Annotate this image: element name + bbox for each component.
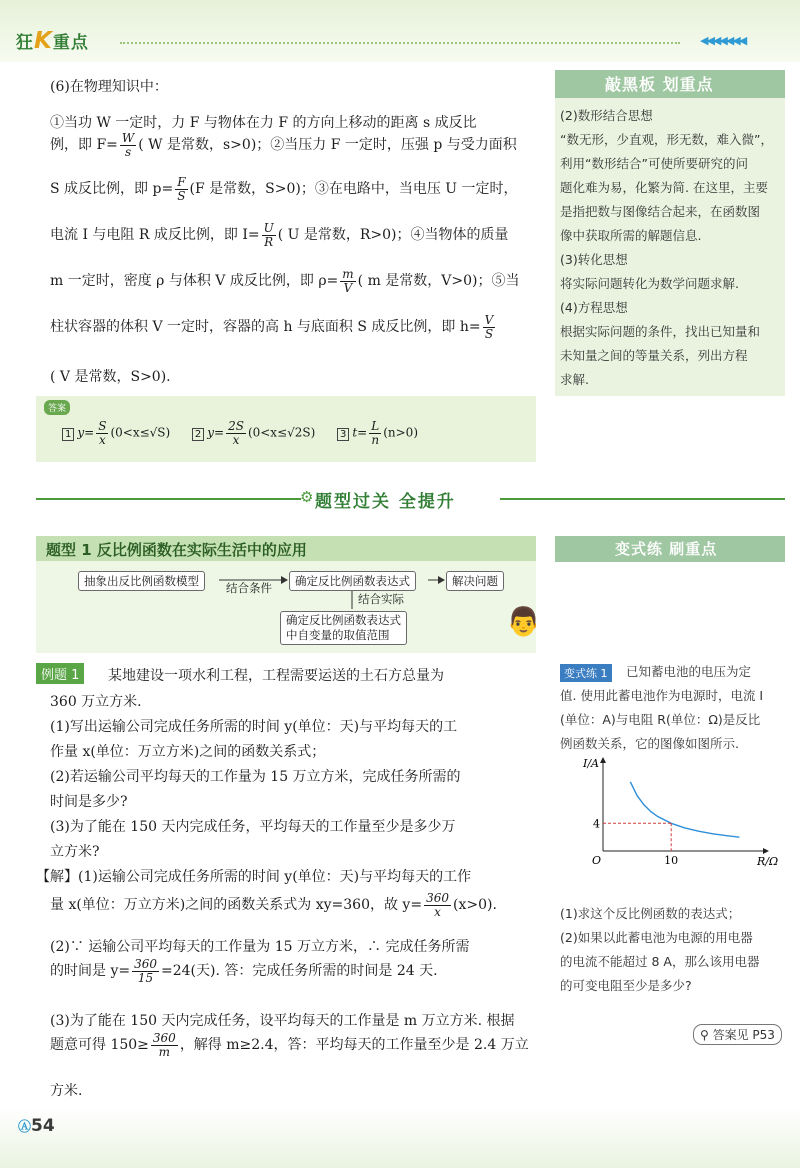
text-part: (0<x≤√S) [110,425,171,440]
fraction-numerator: L [371,419,380,433]
text-part: 例，即 F= [50,137,118,154]
page-logo-icon: Ⓐ [18,1120,32,1135]
fraction-denominator: s [124,144,132,159]
flow-edge-condition: 结合条件 [226,581,272,595]
sidebar-note-line: (2)数形结合思想 [560,108,653,123]
solution-line-2 [50,892,497,918]
sidebar-note-line: 将实际问题转化为数学问题求解. [560,276,739,291]
fraction-numerator: 360 [152,1031,176,1045]
fraction-denominator: n [371,432,380,447]
example-q1-line-1: (1)写出运输公司完成任务所需的时间 y(单位：天)与平均每天的工 [50,719,458,735]
flow-edge-practical: 结合实际 [358,592,404,606]
text-part: (n>0) [383,425,418,440]
y-tick-label: 4 [593,817,600,831]
page-number [18,1116,55,1136]
text-part: 题意可得 150≥ [50,1037,149,1054]
text-part: 电流 I 与电阻 R 成反比例，即 I= [50,227,260,244]
brand-prefix: 狂 [16,33,34,53]
fraction [132,958,159,984]
knowledge-line-5 [50,268,520,294]
text-part: (F 是常数，S>0)；③在电路中，当电压 U 一定时， [189,181,518,198]
flow-node-expression: 确定反比例函数表达式 [289,571,416,591]
knowledge-line-6 [50,314,497,340]
section-gear-icon: ⚙ [300,488,314,506]
text-part: S 成反比例，即 p= [50,181,174,198]
flow-node-domain-line-2: 中自变量的取值范围 [286,628,390,642]
knowledge-intro: (6)在物理知识中： [50,79,168,95]
x-tick-label: 10 [664,854,679,867]
variant-line-4: 例函数关系，它的图像如图所示. [560,736,739,751]
section-rule-left [36,498,301,500]
brand-k: K [34,28,53,54]
sidebar-note-line: 求解. [560,372,589,387]
header-arrows-icon: ◀◀◀◀◀◀◀ [700,34,746,47]
knowledge-line-1: ①当功 W 一定时，力 F 与物体在力 F 的方向上移动的距离 s 成反比 [50,115,477,131]
fraction [151,1032,178,1058]
answer-number-3: 3 [337,428,349,441]
brand-tail: 重点 [52,33,89,53]
example-line-1: 某地建设一项水利工程，工程需要运送的土石方总量为 [108,668,444,684]
fraction-denominator: x [98,432,106,447]
text-part: ( m 是常数，V>0)；⑤当 [357,273,520,290]
example-q1-line-2: 作量 x(单位：万立方米)之间的函数关系式； [50,744,326,760]
example-q3-line-2: 立方米? [50,844,100,860]
flow-node-solve: 解决问题 [446,571,504,591]
answer-reference-text: 答案见 P53 [712,1028,775,1042]
solution-line-3: (2)∵ 运输公司平均每天的工作量为 15 万立方米，∴ 完成任务所需 [50,939,470,955]
flow-node-domain [280,611,407,645]
x-axis-label: R/Ω [757,855,779,868]
sidebar-note-line: 题化难为易，化繁为简. 在这里，主要 [560,180,768,195]
example-q2-line-1: (2)若运输公司平均每天的工作量为 15 万立方米，完成任务所需的 [50,769,461,785]
fraction [120,132,136,158]
variant-line-1: 已知蓄电池的电压为定 [626,664,752,679]
fraction [369,420,381,446]
text-part: ，解得 m≥2.4，答：平均每天的工作量至少是 2.4 万立 [179,1037,529,1054]
text-part: t= [352,425,368,440]
fraction-numerator: U [263,221,274,235]
example-line-2: 360 万立方米. [50,694,142,710]
fraction-numerator: S [98,419,107,433]
sidebar-note-line: 是指把数与图像结合起来，在函数图 [560,204,761,219]
header-band [0,0,800,62]
fraction [96,420,108,446]
fraction-numerator: 2S [228,419,244,433]
text-part: 的时间是 y= [50,963,131,980]
fraction-numerator: 360 [134,957,157,971]
solution-line-1: 【解】(1)运输公司完成任务所需的时间 y(单位：天)与平均每天的工作 [36,869,472,885]
footer-band [0,1108,800,1168]
sidebar-note-line: 未知量之间的等量关系，列出方程 [560,348,748,363]
text-part: y= [77,425,95,440]
topic-title: 题型 1 反比例函数在实际生活中的应用 [46,541,307,559]
section-title: 题型过关 全提升 [315,492,456,512]
knowledge-line-7: ( V 是常数，S>0). [50,369,171,385]
fraction-denominator: S [484,326,494,341]
variant-question-2-line-3: 的可变电阻至少是多少? [560,978,692,993]
sidebar-note-line: 根据实际问题的条件，找出已知量和 [560,324,761,339]
fraction [483,314,496,340]
fraction-numerator: m [342,267,354,281]
text-part: m 一定时，密度 ρ 与体积 V 成反比例，即 ρ= [50,273,339,290]
fraction-numerator: W [121,131,135,145]
flow-diagram [36,561,541,653]
variant-question-2-line-1: (2)如果以此蓄电池为电源的用电器 [560,930,753,945]
example-q2-line-2: 时间是多少? [50,794,128,810]
fraction-numerator: 360 [426,891,449,905]
fraction-denominator: x [434,904,441,919]
variant-line-2: 值. 使用此蓄电池作为电源时，电流 I [560,688,764,703]
origin-label: O [592,854,602,867]
sidebar-note-line: (4)方程思想 [560,300,628,315]
fraction [226,420,246,446]
example-tag: 例题 1 [36,663,84,684]
answer-reference [693,1024,782,1045]
text-part: (x>0). [452,897,497,914]
flow-arrow-2-head [438,576,445,584]
text-part: (0<x≤√2S) [247,425,316,440]
key-icon: ⚲ [700,1028,713,1042]
chart-layer [582,757,778,868]
example-q3-line-1: (3)为了能在 150 天内完成任务，平均每天的工作量至少是多少万 [50,819,456,835]
knowledge-line-2 [50,132,517,158]
fraction-numerator: F [177,175,186,189]
text-part: =24(天). 答：完成任务所需的时间是 24 天. [161,963,438,980]
fraction [262,222,276,248]
answer-number-2: 2 [192,428,204,441]
fraction-numerator: V [484,313,494,327]
current-resistance-graph [575,755,779,877]
y-axis-arrow [600,757,606,763]
flow-node-domain-line-1: 确定反比例函数表达式 [286,613,401,627]
solution-line-4 [50,958,438,984]
knowledge-line-4 [50,222,509,248]
sidebar-note-line: “数无形，少直观，形无数，难入微”， [560,132,773,147]
text-part: 量 x(单位：万立方米)之间的函数关系式为 xy=360，故 y= [50,897,423,914]
flow-node-model: 抽象出反比例函数模型 [78,571,205,591]
sidebar-note-line: 像中获取所需的解题信息. [560,228,702,243]
solution-line-6 [50,1032,529,1058]
fraction [340,268,355,294]
answer-row [62,420,418,446]
fraction-denominator: x [232,432,240,447]
scientist-figure-icon: 👨 [506,605,541,638]
sidebar-practice-title: 变式练 刷重点 [615,540,718,558]
solution-line-7: 方米. [50,1083,83,1099]
curve-line [630,782,739,837]
page-number-text: 54 [31,1116,55,1136]
variant-question-1: (1)求这个反比例函数的表达式； [560,906,741,921]
text-part: y= [207,425,225,440]
solution-line-5: (3)为了能在 150 天内完成任务，设平均每天的工作量是 m 万立方米. 根据 [50,1013,515,1029]
variant-tag: 变式练 1 [560,664,612,682]
fraction-denominator: m [158,1044,171,1059]
fraction-denominator: 15 [137,970,154,985]
flow-arrow-1-head [281,576,288,584]
header-dotted-rule [120,42,680,44]
fraction-denominator: R [264,234,274,249]
text-part: 柱状容器的体积 V 一定时，容器的高 h 与底面积 S 成反比例，即 h= [50,319,481,336]
fraction-denominator: S [177,188,186,203]
sidebar-note-line: (3)转化思想 [560,252,628,267]
variant-line-3: (单位：A)与电阻 R(单位：Ω)是反比 [560,712,761,727]
y-axis-label: I/A [583,757,599,770]
fraction [424,892,451,918]
fraction-denominator: V [343,280,353,295]
fraction [175,176,187,202]
answer-number-1: 1 [62,428,74,441]
variant-question-2-line-2: 的电流不能超过 8 A，那么该用电器 [560,954,760,969]
text-part: ( W 是常数，s>0)；②当压力 F 一定时，压强 p 与受力面积 [138,137,517,154]
section-rule-right [500,498,785,500]
sidebar-note-line: 利用“数形结合”可使所要研究的问 [560,156,748,171]
answer-label: 答案 [44,400,70,415]
x-axis-arrow [763,848,769,854]
brand-logo [16,28,89,54]
knowledge-line-3 [50,176,518,202]
text-part: ( U 是常数，R>0)；④当物体的质量 [277,227,509,244]
sidebar-header-title: 敲黑板 划重点 [605,75,714,94]
